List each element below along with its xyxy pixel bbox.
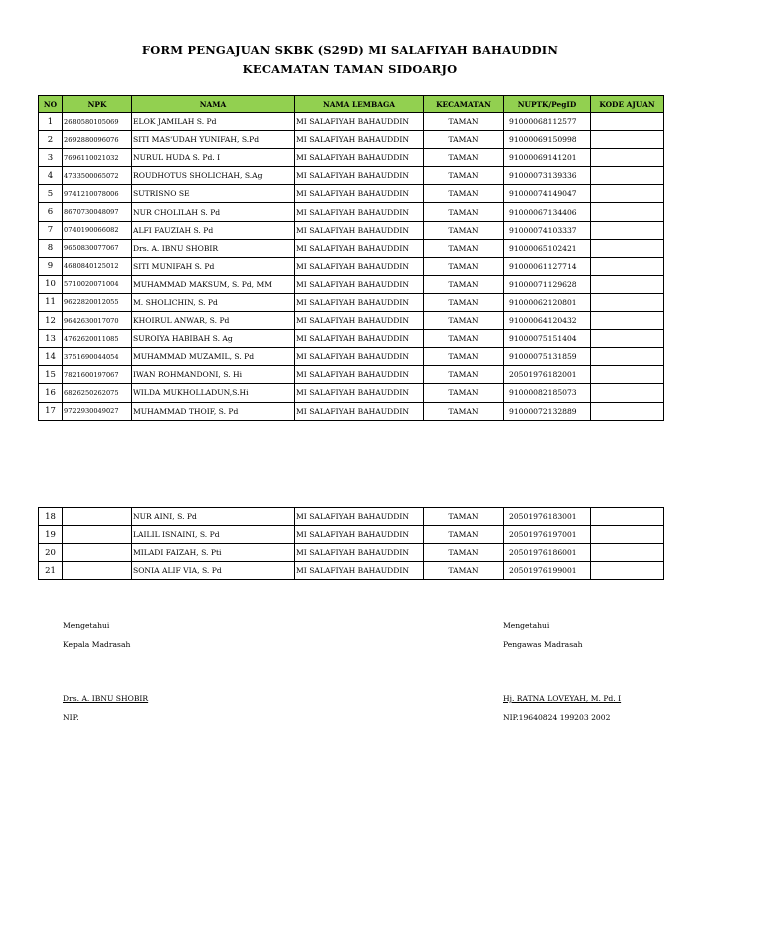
cell-no: 10 <box>39 275 63 293</box>
table-row <box>39 402 664 420</box>
cell-nuptk: 20501976182001 <box>504 366 591 384</box>
cell-nama-lembaga: MI SALAFIYAH BAHAUDDIN <box>295 149 424 167</box>
cell-kode-ajuan <box>591 330 664 348</box>
cell-nama-lembaga: MI SALAFIYAH BAHAUDDIN <box>295 562 424 580</box>
cell-nuptk: 20501976199001 <box>504 562 591 580</box>
table-row <box>39 366 664 384</box>
cell-nama: SITI MUNIFAH S. Pd <box>132 257 295 275</box>
table-row <box>39 185 664 203</box>
cell-nama: MILADI FAIZAH, S. Pti <box>132 544 295 562</box>
table-row <box>39 526 664 544</box>
cell-nama: NURUL HUDA S. Pd. I <box>132 149 295 167</box>
cell-kode-ajuan <box>591 185 664 203</box>
table-row <box>39 167 664 185</box>
cell-kode-ajuan <box>591 544 664 562</box>
cell-kecamatan: TAMAN <box>424 131 504 149</box>
cell-nuptk: 91000075151404 <box>504 330 591 348</box>
cell-nama-lembaga: MI SALAFIYAH BAHAUDDIN <box>295 167 424 185</box>
table-row <box>39 544 664 562</box>
cell-no: 19 <box>39 526 63 544</box>
header-npk: NPK <box>63 96 132 113</box>
cell-nama: IWAN ROHMANDONI, S. Hi <box>132 366 295 384</box>
right-nip: NIP.19640824 199203 2002 <box>503 713 611 722</box>
cell-nama: MUHAMMAD THOIF, S. Pd <box>132 402 295 420</box>
cell-npk <box>63 508 132 526</box>
cell-nama: SUTRISNO SE <box>132 185 295 203</box>
cell-kecamatan: TAMAN <box>424 113 504 131</box>
cell-kode-ajuan <box>591 131 664 149</box>
cell-kode-ajuan <box>591 149 664 167</box>
cell-nama-lembaga: MI SALAFIYAH BAHAUDDIN <box>295 203 424 221</box>
cell-nama-lembaga: MI SALAFIYAH BAHAUDDIN <box>295 544 424 562</box>
header-kode-ajuan: KODE AJUAN <box>591 96 664 113</box>
submission-table-continued <box>38 507 664 580</box>
cell-nama-lembaga: MI SALAFIYAH BAHAUDDIN <box>295 131 424 149</box>
cell-kecamatan: TAMAN <box>424 221 504 239</box>
cell-kecamatan: TAMAN <box>424 402 504 420</box>
cell-nama: ALFI FAUZIAH S. Pd <box>132 221 295 239</box>
cell-nuptk: 91000071129628 <box>504 275 591 293</box>
cell-nama-lembaga: MI SALAFIYAH BAHAUDDIN <box>295 330 424 348</box>
cell-nama-lembaga: MI SALAFIYAH BAHAUDDIN <box>295 257 424 275</box>
cell-kecamatan: TAMAN <box>424 275 504 293</box>
cell-nuptk: 20501976186001 <box>504 544 591 562</box>
cell-kecamatan: TAMAN <box>424 185 504 203</box>
cell-kode-ajuan <box>591 312 664 330</box>
cell-no: 6 <box>39 203 63 221</box>
table-row <box>39 508 664 526</box>
cell-npk <box>63 526 132 544</box>
cell-npk <box>63 544 132 562</box>
cell-kecamatan: TAMAN <box>424 203 504 221</box>
cell-no: 20 <box>39 544 63 562</box>
cell-kecamatan: TAMAN <box>424 384 504 402</box>
cell-nama: SONIA ALIF VIA, S. Pd <box>132 562 295 580</box>
cell-npk: 4733500065072 <box>63 167 132 185</box>
right-position-label: Pengawas Madrasah <box>503 640 583 649</box>
table-header-row <box>39 96 664 113</box>
cell-kecamatan: TAMAN <box>424 562 504 580</box>
cell-nuptk: 91000074103337 <box>504 221 591 239</box>
table-row <box>39 348 664 366</box>
cell-kecamatan: TAMAN <box>424 348 504 366</box>
cell-npk: 2680580105069 <box>63 113 132 131</box>
cell-kode-ajuan <box>591 167 664 185</box>
cell-npk: 9741210078006 <box>63 185 132 203</box>
cell-no: 3 <box>39 149 63 167</box>
left-position-label: Kepala Madrasah <box>63 640 131 649</box>
cell-npk: 6826250262075 <box>63 384 132 402</box>
cell-kecamatan: TAMAN <box>424 239 504 257</box>
cell-no: 17 <box>39 402 63 420</box>
cell-kecamatan: TAMAN <box>424 330 504 348</box>
table-row <box>39 293 664 311</box>
cell-no: 12 <box>39 312 63 330</box>
cell-no: 21 <box>39 562 63 580</box>
table-row <box>39 275 664 293</box>
cell-no: 2 <box>39 131 63 149</box>
cell-npk: 2692880096076 <box>63 131 132 149</box>
cell-kode-ajuan <box>591 562 664 580</box>
header-nama-lembaga: NAMA LEMBAGA <box>295 96 424 113</box>
cell-kode-ajuan <box>591 402 664 420</box>
cell-nama: WILDA MUKHOLLADUN,S.Hi <box>132 384 295 402</box>
cell-npk: 5710020071004 <box>63 275 132 293</box>
cell-npk: 4762620011085 <box>63 330 132 348</box>
cell-no: 13 <box>39 330 63 348</box>
cell-nuptk: 91000075131859 <box>504 348 591 366</box>
table-row <box>39 257 664 275</box>
cell-kecamatan: TAMAN <box>424 149 504 167</box>
cell-no: 15 <box>39 366 63 384</box>
cell-nama: M. SHOLICHIN, S. Pd <box>132 293 295 311</box>
table-row <box>39 384 664 402</box>
cell-kode-ajuan <box>591 221 664 239</box>
cell-no: 4 <box>39 167 63 185</box>
cell-no: 16 <box>39 384 63 402</box>
cell-npk <box>63 562 132 580</box>
cell-kode-ajuan <box>591 348 664 366</box>
cell-kecamatan: TAMAN <box>424 526 504 544</box>
cell-nuptk: 91000062120801 <box>504 293 591 311</box>
cell-nama: MUHAMMAD MUZAMIL, S. Pd <box>132 348 295 366</box>
cell-npk: 7696110021032 <box>63 149 132 167</box>
table-row <box>39 221 664 239</box>
cell-kecamatan: TAMAN <box>424 508 504 526</box>
cell-kode-ajuan <box>591 293 664 311</box>
cell-nama: Drs. A. IBNU SHOBIR <box>132 239 295 257</box>
table-row <box>39 562 664 580</box>
cell-nama: ROUDHOTUS SHOLICHAH, S.Ag <box>132 167 295 185</box>
cell-nuptk: 91000065102421 <box>504 239 591 257</box>
cell-kode-ajuan <box>591 203 664 221</box>
table-row <box>39 312 664 330</box>
header-nuptk: NUPTK/PegID <box>504 96 591 113</box>
cell-kode-ajuan <box>591 384 664 402</box>
cell-nama: SUROIYA HABIBAH S. Ag <box>132 330 295 348</box>
cell-nama-lembaga: MI SALAFIYAH BAHAUDDIN <box>295 508 424 526</box>
cell-no: 5 <box>39 185 63 203</box>
cell-nama: SITI MAS'UDAH YUNIFAH, S.Pd <box>132 131 295 149</box>
cell-kecamatan: TAMAN <box>424 366 504 384</box>
form-subtitle: KECAMATAN TAMAN SIDOARJO <box>242 62 458 76</box>
cell-kode-ajuan <box>591 239 664 257</box>
cell-nuptk: 91000064120432 <box>504 312 591 330</box>
left-acknowledge-label: Mengetahui <box>63 621 110 630</box>
cell-nama: KHOIRUL ANWAR, S. Pd <box>132 312 295 330</box>
cell-npk: 9642630017070 <box>63 312 132 330</box>
cell-kode-ajuan <box>591 508 664 526</box>
table-row <box>39 113 664 131</box>
cell-nama-lembaga: MI SALAFIYAH BAHAUDDIN <box>295 239 424 257</box>
cell-no: 11 <box>39 293 63 311</box>
cell-nama: ELOK JAMILAH S. Pd <box>132 113 295 131</box>
cell-npk: 4680840125012 <box>63 257 132 275</box>
cell-npk: 9722930049027 <box>63 402 132 420</box>
cell-kecamatan: TAMAN <box>424 293 504 311</box>
cell-nama: NUR AINI, S. Pd <box>132 508 295 526</box>
cell-nama-lembaga: MI SALAFIYAH BAHAUDDIN <box>295 402 424 420</box>
cell-no: 14 <box>39 348 63 366</box>
cell-nuptk: 91000068112577 <box>504 113 591 131</box>
cell-kode-ajuan <box>591 257 664 275</box>
header-no: NO <box>39 96 63 113</box>
cell-nama-lembaga: MI SALAFIYAH BAHAUDDIN <box>295 113 424 131</box>
header-kecamatan: KECAMATAN <box>424 96 504 113</box>
cell-kecamatan: TAMAN <box>424 257 504 275</box>
cell-nama-lembaga: MI SALAFIYAH BAHAUDDIN <box>295 384 424 402</box>
cell-kode-ajuan <box>591 113 664 131</box>
cell-nama-lembaga: MI SALAFIYAH BAHAUDDIN <box>295 348 424 366</box>
cell-nama-lembaga: MI SALAFIYAH BAHAUDDIN <box>295 293 424 311</box>
cell-nama-lembaga: MI SALAFIYAH BAHAUDDIN <box>295 185 424 203</box>
cell-kecamatan: TAMAN <box>424 167 504 185</box>
table-row <box>39 131 664 149</box>
cell-nuptk: 91000074149047 <box>504 185 591 203</box>
table-row <box>39 330 664 348</box>
cell-no: 8 <box>39 239 63 257</box>
right-acknowledge-label: Mengetahui <box>503 621 550 630</box>
left-signatory-name: Drs. A. IBNU SHOBIR <box>63 694 149 703</box>
cell-nama-lembaga: MI SALAFIYAH BAHAUDDIN <box>295 312 424 330</box>
cell-nama-lembaga: MI SALAFIYAH BAHAUDDIN <box>295 275 424 293</box>
cell-nama: MUHAMMAD MAKSUM, S. Pd, MM <box>132 275 295 293</box>
cell-nuptk: 20501976183001 <box>504 508 591 526</box>
cell-kode-ajuan <box>591 366 664 384</box>
cell-kecamatan: TAMAN <box>424 312 504 330</box>
cell-npk: 9622820012055 <box>63 293 132 311</box>
cell-npk: 8670730048097 <box>63 203 132 221</box>
cell-nama: NUR CHOLILAH S. Pd <box>132 203 295 221</box>
cell-no: 9 <box>39 257 63 275</box>
table-row <box>39 203 664 221</box>
cell-nuptk: 91000072132889 <box>504 402 591 420</box>
cell-nuptk: 91000069150998 <box>504 131 591 149</box>
cell-nama-lembaga: MI SALAFIYAH BAHAUDDIN <box>295 366 424 384</box>
cell-nuptk: 91000061127714 <box>504 257 591 275</box>
cell-nama-lembaga: MI SALAFIYAH BAHAUDDIN <box>295 526 424 544</box>
form-title: FORM PENGAJUAN SKBK (S29D) MI SALAFIYAH BAHAUDDIN <box>141 43 559 57</box>
cell-nuptk: 91000069141201 <box>504 149 591 167</box>
cell-nuptk: 20501976197001 <box>504 526 591 544</box>
cell-kode-ajuan <box>591 526 664 544</box>
cell-no: 1 <box>39 113 63 131</box>
cell-npk: 7821600197067 <box>63 366 132 384</box>
cell-no: 7 <box>39 221 63 239</box>
table-row <box>39 239 664 257</box>
submission-table <box>38 95 664 421</box>
cell-nama: LAILIL ISNAINI, S. Pd <box>132 526 295 544</box>
cell-npk: 9650830077067 <box>63 239 132 257</box>
header-nama: NAMA <box>132 96 295 113</box>
table-row <box>39 149 664 167</box>
left-nip: NIP. <box>63 713 79 722</box>
cell-nuptk: 91000082185073 <box>504 384 591 402</box>
cell-kode-ajuan <box>591 275 664 293</box>
cell-kecamatan: TAMAN <box>424 544 504 562</box>
cell-npk: 3751690044054 <box>63 348 132 366</box>
cell-npk: 0740190066082 <box>63 221 132 239</box>
cell-nama-lembaga: MI SALAFIYAH BAHAUDDIN <box>295 221 424 239</box>
right-signatory-name: Hj. RATNA LOVEYAH, M. Pd. I <box>503 694 622 703</box>
cell-nuptk: 91000067134406 <box>504 203 591 221</box>
cell-nuptk: 91000073139336 <box>504 167 591 185</box>
cell-no: 18 <box>39 508 63 526</box>
